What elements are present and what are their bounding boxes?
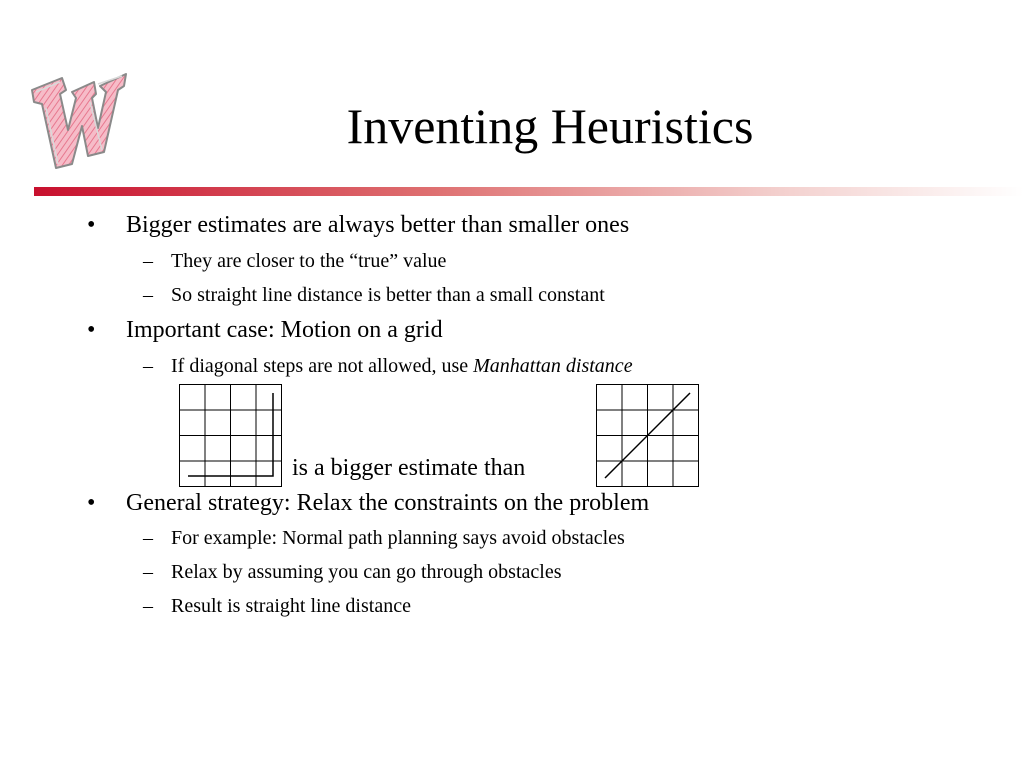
bullet-marker: • <box>87 317 96 343</box>
sub-bullet-text: So straight line distance is better than a small constant <box>171 284 605 306</box>
sub-bullet-text: Relax by assuming you can go through obstacles <box>171 561 562 583</box>
sub-bullet-marker: – <box>143 595 153 617</box>
title-divider <box>34 187 1024 196</box>
sub-bullet-text <box>171 353 633 379</box>
manhattan-grid-diagram <box>179 384 283 488</box>
sub-bullet-text: Result is straight line distance <box>171 595 411 617</box>
bullet-text: Bigger estimates are always better than smaller ones <box>126 212 630 238</box>
bullet-text: Important case: Motion on a grid <box>126 317 443 343</box>
comparison-text: is a bigger estimate than <box>292 455 526 481</box>
wisconsin-w-logo <box>26 68 130 172</box>
bullet-marker: • <box>87 490 96 516</box>
sub-bullet-text: They are closer to the “true” value <box>171 250 447 272</box>
sub-bullet-marker: – <box>143 355 153 377</box>
sub-bullet-text-plain: If diagonal steps are not allowed, use <box>171 355 474 377</box>
bullet-marker: • <box>87 212 96 238</box>
bullet-text: General strategy: Relax the constraints on the problem <box>126 490 650 516</box>
diagonal-grid-diagram <box>596 384 700 488</box>
emphasis-term: Manhattan distance <box>473 355 633 377</box>
slide-title: Inventing Heuristics <box>346 98 754 154</box>
sub-bullet-marker: – <box>143 284 153 306</box>
sub-bullet-marker: – <box>143 561 153 583</box>
sub-bullet-text: For example: Normal path planning says avoid obstacles <box>171 527 625 549</box>
sub-bullet-marker: – <box>143 527 153 549</box>
sub-bullet-marker: – <box>143 250 153 272</box>
